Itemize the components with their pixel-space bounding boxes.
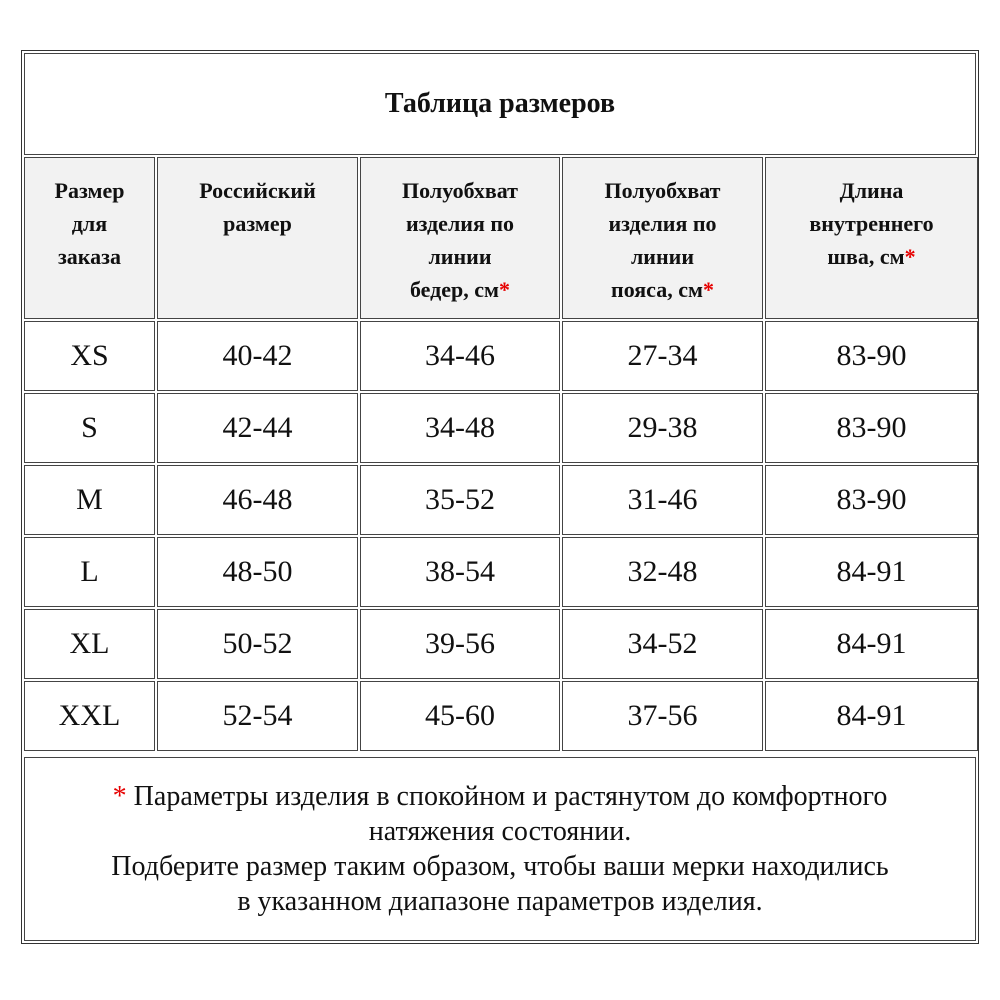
header-text: Полуобхват: [402, 178, 518, 203]
table-title: Таблица размеров: [24, 53, 976, 155]
footnote-star: *: [112, 781, 127, 812]
table-cell: 52-54: [157, 681, 358, 751]
table-cell: 40-42: [157, 321, 358, 391]
table-cell: 48-50: [157, 537, 358, 607]
table-cell: 38-54: [360, 537, 560, 607]
table-cell: 50-52: [157, 609, 358, 679]
header-text: размер: [223, 211, 292, 236]
table-cell: 34-46: [360, 321, 560, 391]
header-cell: [157, 157, 358, 319]
header-cell: [360, 157, 560, 319]
header-line: [402, 240, 518, 273]
header-text: линии: [630, 244, 695, 269]
header-line: [199, 174, 316, 207]
header-text: бедер, см: [409, 277, 500, 302]
size-label-cell: L: [24, 537, 155, 607]
table-cell: 45-60: [360, 681, 560, 751]
size-chart: [21, 50, 979, 944]
table-cell: 27-34: [562, 321, 763, 391]
header-line: [55, 240, 125, 273]
header-star: *: [904, 244, 916, 269]
header-text: изделия по: [608, 211, 717, 236]
header-cell: [562, 157, 763, 319]
size-label-cell: M: [24, 465, 155, 535]
header-text: Российский: [199, 178, 316, 203]
table-cell: 35-52: [360, 465, 560, 535]
footnote-line-2: натяжения состоянии.: [368, 816, 632, 847]
header-text: пояса, см: [611, 277, 703, 302]
header-star: *: [499, 277, 511, 302]
header-text: заказа: [57, 244, 121, 269]
table-cell: 83-90: [765, 393, 978, 463]
header-text: линии: [428, 244, 492, 269]
header-line: [605, 273, 721, 306]
table-cell: 42-44: [157, 393, 358, 463]
header-text: изделия по: [405, 211, 515, 236]
header-cell: [765, 157, 978, 319]
footnote: [24, 757, 976, 941]
footnote-text-1: Параметры изделия в спокойном и растянутом до комфортного: [126, 781, 888, 812]
table-cell: 29-38: [562, 393, 763, 463]
header-line: [809, 174, 933, 207]
table-cell: 83-90: [765, 465, 978, 535]
table-cell: 84-91: [765, 609, 978, 679]
header-text: шва, см: [827, 244, 905, 269]
table-cell: 39-56: [360, 609, 560, 679]
table-cell: 32-48: [562, 537, 763, 607]
header-text: Длина: [839, 178, 904, 203]
footnote-line-3: Подберите размер таким образом, чтобы ваши мерки находились: [111, 851, 889, 882]
size-label-cell: XXL: [24, 681, 155, 751]
header-line: [402, 174, 518, 207]
header-line: [605, 207, 721, 240]
size-table: [24, 157, 976, 751]
table-cell: 37-56: [562, 681, 763, 751]
table-cell: 46-48: [157, 465, 358, 535]
table-cell: 34-52: [562, 609, 763, 679]
table-cell: 34-48: [360, 393, 560, 463]
header-line: [199, 207, 316, 240]
table-cell: 84-91: [765, 537, 978, 607]
size-label-cell: S: [24, 393, 155, 463]
table-cell: 84-91: [765, 681, 978, 751]
header-line: [402, 273, 518, 306]
size-label-cell: XS: [24, 321, 155, 391]
table-cell: 31-46: [562, 465, 763, 535]
header-star: *: [702, 277, 714, 302]
size-label-cell: XL: [24, 609, 155, 679]
header-line: [809, 207, 933, 240]
header-line: [55, 174, 125, 207]
header-text: Размер: [54, 178, 125, 203]
header-text: внутреннего: [809, 211, 934, 236]
table-cell: 83-90: [765, 321, 978, 391]
header-text: Полуобхват: [604, 178, 721, 203]
header-line: [809, 240, 933, 273]
header-text: для: [71, 211, 108, 236]
header-line: [55, 207, 125, 240]
header-cell: [24, 157, 155, 319]
header-line: [402, 207, 518, 240]
footnote-line-1: [113, 779, 888, 814]
header-line: [605, 240, 721, 273]
footnote-line-4: в указанном диапазоне параметров изделия.: [237, 886, 763, 917]
header-line: [605, 174, 721, 207]
